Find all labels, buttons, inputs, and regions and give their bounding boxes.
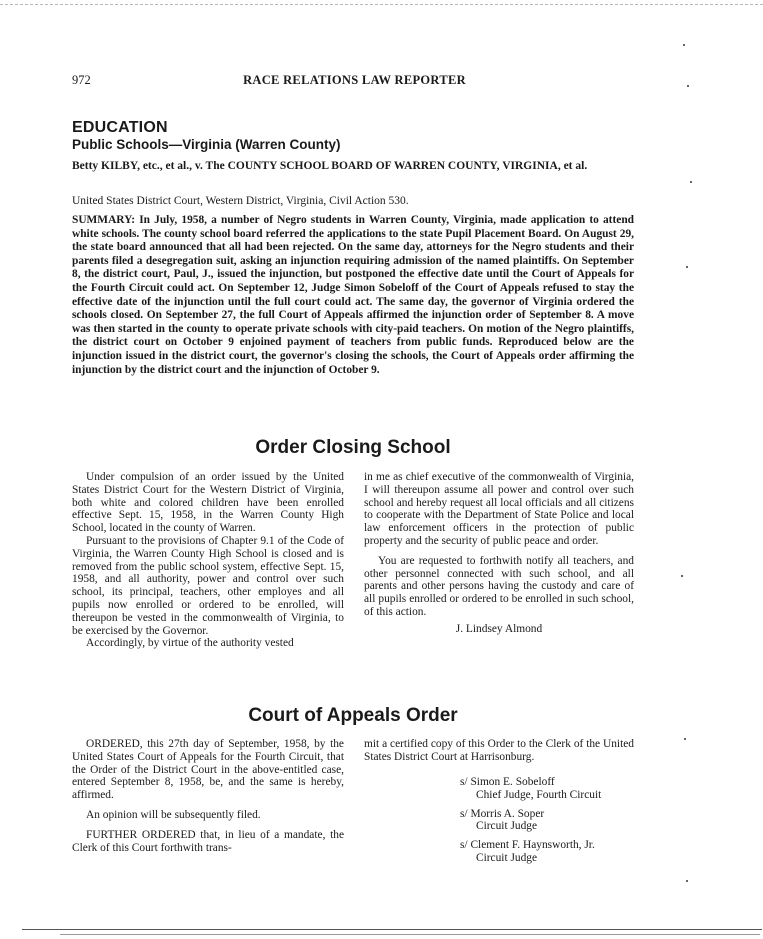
judges-signature-block <box>460 776 640 865</box>
scan-speck <box>681 575 683 577</box>
scan-speck <box>684 738 686 740</box>
judge-name: s/ Clement F. Haynsworth, Jr. <box>460 839 595 852</box>
paragraph: You are requested to forthwith notify all teachers, and other personnel connected with such school, and all parents and other persons having the custody and care of all pupils enrolled or ordered to be enrolled in such school, of this action. <box>364 554 634 618</box>
paragraph: in me as chief executive of the commonwealth of Virginia, I will thereupon assume all power and control over such school and hereby request all local officials and all citizens to cooperate with the Department of State Police and local law enforcement officers in the protection of public property and the security of public peace and order. <box>364 471 634 547</box>
scan-top-edge <box>0 4 763 5</box>
paragraph: Under compulsion of an order issued by the United States District Court for the Western District of Virginia, both white and colored children have been enrolled effective Sept. 15, 1958, in the Warren County High School, located in the county of Warren. <box>72 471 344 535</box>
paragraph: FURTHER ORDERED that, in lieu of a mandate, the Clerk of this Court forthwith trans- <box>72 828 344 854</box>
paragraph: Pursuant to the provisions of Chapter 9.1 of the Code of Virginia, the Warren County High School is closed and is removed from the public school system, effective Sept. 15, 1958, and all authority, power and control over such school, its principal, teachers, other employes and all pupils now enrolled or ordered to be enrolled, will thereupon be vested in the commonwealth of Virginia, to be exercised by the Governor. <box>72 534 344 637</box>
order-closing-left-column <box>72 471 344 650</box>
summary-paragraph: SUMMARY: In July, 1958, a number of Negro students in Warren County, Virginia, made application to attend white schools. The county school board referred the applications to the state Pupil Placement Board. On August 29, the state board announced that all had been rejected. On the same day, attorneys for the Negro students and their parents filed a desegregation suit, asking an injunction requiring admission of the named plaintiffs. On September 8, the district court, Paul, J., issued the injunction, but postponed the effective date until the Court of Appeals for the Fourth Circuit could act. On September 12, Judge Simon Sobeloff of the Court of Appeals refused to stay the effective date of the injunction until the full court could act. The same day, the governor of Virginia ordered the schools closed. On September 27, the full Court of Appeals affirmed the injunction order of September 8. A move was then started in the county to operate private schools with city-paid teachers. On motion of the Negro plaintiffs, the district court on October 9 enjoined payment of teachers from public funds. Reproduced below are the injunction issued in the district court, the governor's closing the schools, the Court of Appeals order affirming the injunction by the district court and the injunction of October 9. <box>72 214 634 376</box>
page-number: 972 <box>72 73 91 87</box>
heading-order-closing-school: Order Closing School <box>255 437 451 458</box>
judge-title: Chief Judge, Fourth Circuit <box>476 788 602 801</box>
paragraph: Accordingly, by virtue of the authority vested <box>86 637 294 650</box>
case-caption: Betty KILBY, etc., et al., v. The COUNTY SCHOOL BOARD OF WARREN COUNTY, VIRGINIA, et al. <box>72 160 588 172</box>
court-line: United States District Court, Western District, Virginia, Civil Action 530. <box>72 195 409 207</box>
scan-speck <box>687 85 689 87</box>
appeals-right-column <box>364 738 634 764</box>
running-title: RACE RELATIONS LAW REPORTER <box>243 73 466 87</box>
section-title: EDUCATION <box>72 119 168 136</box>
heading-court-of-appeals-order: Court of Appeals Order <box>248 705 458 726</box>
judge-name: s/ Simon E. Sobeloff <box>460 776 555 788</box>
signature-haynsworth <box>460 839 640 865</box>
scan-speck <box>690 181 692 183</box>
judge-title: Circuit Judge <box>476 820 538 833</box>
section-subtitle: Public Schools—Virginia (Warren County) <box>72 137 341 152</box>
scan-bottom-rule <box>22 929 762 930</box>
signature-sobeloff <box>460 776 640 802</box>
scan-speck <box>686 266 688 268</box>
judge-name: s/ Morris A. Soper <box>460 807 545 820</box>
signature-soper <box>460 808 640 834</box>
paragraph: mit a certified copy of this Order to the Clerk of the United States District Court at Harrisonburg. <box>364 738 634 763</box>
scan-speck <box>683 44 685 46</box>
scan-speck <box>686 880 688 882</box>
signature-governor: J. Lindsey Almond <box>455 622 543 635</box>
scan-bottom-rule <box>60 934 760 935</box>
paragraph: An opinion will be subsequently filed. <box>86 808 261 821</box>
paragraph: ORDERED, this 27th day of September, 1958, by the United States Court of Appeals for the Fourth Circuit, that the Order of the District Court in the above-entitled case, entered September 8, 1958, be, and the same is hereby, affirmed. <box>72 738 344 802</box>
judge-title: Circuit Judge <box>476 851 538 864</box>
order-closing-right-column <box>364 471 634 636</box>
appeals-left-column <box>72 738 344 854</box>
